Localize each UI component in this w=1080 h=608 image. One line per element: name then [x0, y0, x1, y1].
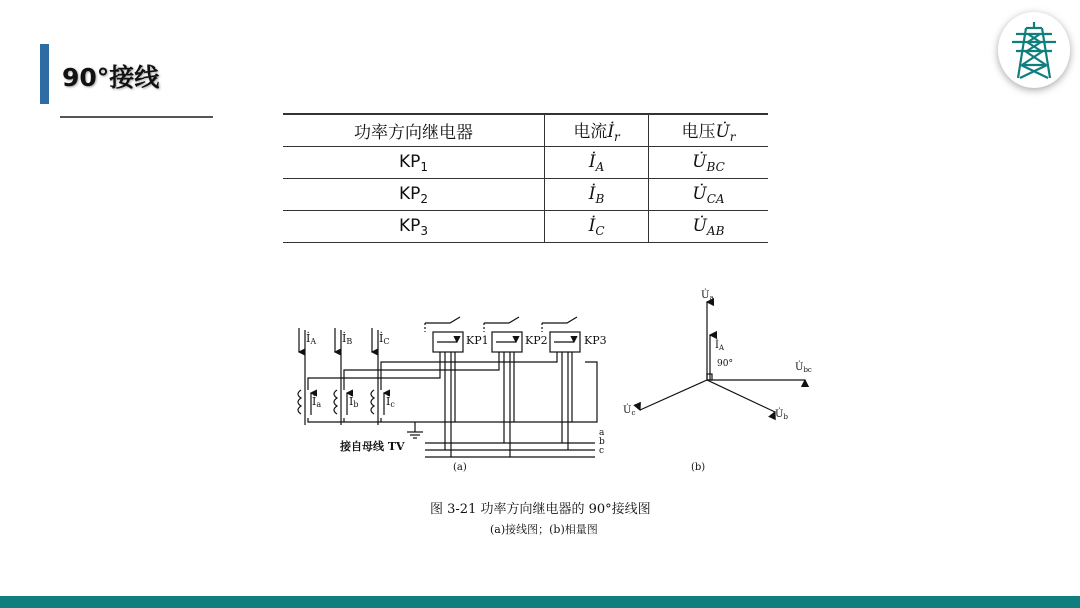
current-cell: $İ_C$	[545, 211, 649, 243]
svg-text:a: a	[599, 428, 605, 438]
relay-label-kp3: KP3	[584, 334, 607, 347]
figure-caption: 图 3-21 功率方向继电器的 90°接线图	[430, 502, 651, 517]
current-cell: $İ_B$	[545, 179, 649, 211]
phasor-diagram	[615, 280, 845, 475]
title-underline	[60, 116, 213, 118]
relay-connection-table	[283, 113, 768, 243]
svg-text:U̇b: $U̇_b$	[775, 409, 788, 421]
header-voltage: 电压$U̇_r$	[649, 114, 769, 147]
voltage-cell: $U̇_{AB}$	[649, 211, 769, 243]
relay-cell: $KP_1$	[283, 147, 545, 179]
header-relay: 功率方向继电器	[283, 114, 545, 147]
phasor-ub	[707, 380, 775, 412]
power-tower-icon	[1008, 20, 1060, 80]
table-row	[283, 179, 768, 211]
panel-label-b: (b)	[691, 462, 706, 473]
slide-title: 90°接线	[62, 63, 160, 92]
relay-label-kp1: KP1	[466, 334, 489, 347]
power-tower-logo	[998, 12, 1070, 88]
header-current: 电流$İ_r$	[545, 114, 649, 147]
relay-label-kp2: KP2	[525, 334, 548, 347]
bottom-band	[0, 596, 1080, 608]
voltage-cell: $U̇_{CA}$	[649, 179, 769, 211]
svg-text:İA: $İ_A$	[715, 340, 725, 352]
svg-text:İb: İb	[349, 395, 359, 409]
svg-text:90°: 90°	[717, 359, 733, 369]
title-accent-bar	[40, 44, 49, 104]
svg-text:U̇a: $U̇_a$	[701, 290, 714, 302]
svg-text:İa: İa	[312, 395, 322, 409]
wiring-diagram	[285, 290, 625, 480]
ct-coil-c	[371, 390, 374, 414]
ct-coil-a	[298, 390, 301, 414]
voltage-cell: $U̇_{BC}$	[649, 147, 769, 179]
svg-text:İB: İB	[342, 332, 353, 346]
relay-cell: $KP_3$	[283, 211, 545, 243]
phasor-uc	[640, 380, 707, 410]
bus-label: 接自母线 TV	[340, 440, 405, 453]
current-cell: $İ_A$	[545, 147, 649, 179]
svg-text:b: b	[599, 437, 605, 447]
svg-text:İC: İC	[379, 332, 390, 346]
panel-label-a: (a)	[453, 462, 467, 473]
figure-subcaption: (a)接线图；(b)相量图	[490, 523, 598, 536]
svg-text:U̇bc: $U̇_{bc}$	[795, 362, 812, 374]
svg-text:c: c	[599, 446, 605, 456]
ct-coil-b	[334, 390, 337, 414]
svg-text:İA: İA	[306, 332, 317, 346]
table-row	[283, 211, 768, 243]
relay-cell: $KP_2$	[283, 179, 545, 211]
svg-text:U̇c: $U̇_c$	[623, 405, 636, 417]
svg-text:İc: İc	[386, 395, 395, 409]
table-row	[283, 147, 768, 179]
